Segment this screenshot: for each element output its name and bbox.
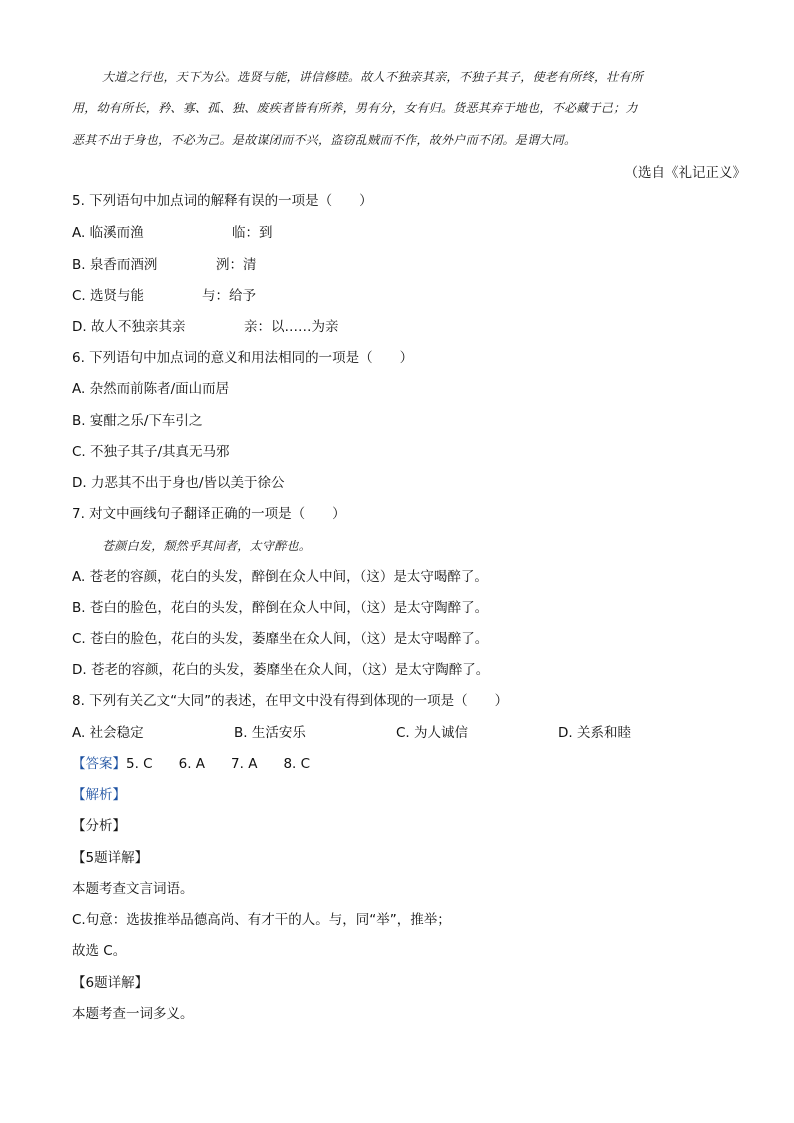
q6-option-c: C. 不独子其子/其真无马邪 xyxy=(72,444,230,460)
q6-stem: 6. 下列语句中加点词的意义和用法相同的一项是（ ） xyxy=(72,350,414,366)
passage-line-1: 大道之行也，天下为公。选贤与能，讲信修睦。故人不独亲其亲，不独子其子，使老有所终，壮有所 xyxy=(102,70,644,84)
q7-option-b: B. 苍白的脸色，花白的头发，醉倒在众人中间，（这）是太守陶醉了。 xyxy=(72,600,489,616)
analysis-fenxi: 【分析】 xyxy=(72,818,126,834)
q5-option-d-text: D. 故人不独亲其亲 xyxy=(72,319,186,335)
q7-stem: 7. 对文中画线句子翻译正确的一项是（ ） xyxy=(72,506,346,522)
q7-option-d: D. 苍老的容颜，花白的头发，萎靡坐在众人间，（这）是太守陶醉了。 xyxy=(72,662,490,678)
q5-option-b-gloss: 洌：清 xyxy=(216,257,257,273)
q7-quote: 苍颜白发，颓然乎其间者，太守醉也。 xyxy=(102,539,312,553)
passage-line-3: 恶其不出于身也，不必为己。是故谋闭而不兴，盗窃乱贼而不作，故外户而不闭。是谓大同。 xyxy=(72,133,577,147)
passage-line-2: 用，幼有所长，矜、寡、孤、独、废疾者皆有所养，男有分，女有归。货恶其弃于地也，不必藏于己；力 xyxy=(72,101,638,115)
q5-option-d-gloss: 亲：以……为亲 xyxy=(244,319,339,335)
q8-option-d: D. 关系和睦 xyxy=(558,725,631,741)
q5-option-a-gloss: 临：到 xyxy=(232,225,273,241)
q5-option-a-text: A. 临溪而渔 xyxy=(72,225,144,241)
analysis-tag: 【解析】 xyxy=(72,787,126,803)
q6-detail-heading: 【6题详解】 xyxy=(72,975,149,991)
q7-option-a: A. 苍老的容颜，花白的头发，醉倒在众人中间，（这）是太守喝醉了。 xyxy=(72,569,488,585)
q6-option-a: A. 杂然而前陈者/面山而居 xyxy=(72,381,230,397)
answer-line xyxy=(72,755,336,773)
answer-item-7: 7. A xyxy=(231,756,258,772)
q5-option-c-gloss: 与：给予 xyxy=(202,288,256,304)
q5-option-d xyxy=(72,318,339,336)
q5-detail-line-3: 故选 C。 xyxy=(72,943,127,959)
q5-detail-line-2: C.句意：选拔推举品德高尚、有才干的人。与，同“举”，推举； xyxy=(72,912,451,928)
q6-option-d: D. 力恶其不出于身也/皆以美于徐公 xyxy=(72,475,285,491)
q6-detail-line-1: 本题考查一词多义。 xyxy=(72,1006,194,1022)
q5-option-b xyxy=(72,256,257,274)
q5-option-b-text: B. 泉香而酒洌 xyxy=(72,257,158,273)
passage-source: （选自《礼记正义》 xyxy=(624,165,746,181)
q5-option-a xyxy=(72,224,273,242)
answer-item-8: 8. C xyxy=(283,756,311,772)
q8-option-b: B. 生活安乐 xyxy=(234,725,306,741)
answer-item-5: 5. C xyxy=(126,756,153,772)
q6-option-b: B. 宴酣之乐/下车引之 xyxy=(72,413,203,429)
q5-option-c xyxy=(72,287,256,305)
q5-detail-heading: 【5题详解】 xyxy=(72,850,149,866)
q5-detail-line-1: 本题考查文言词语。 xyxy=(72,881,194,897)
answer-item-6: 6. A xyxy=(178,756,206,772)
q8-option-a: A. 社会稳定 xyxy=(72,725,144,741)
q5-stem: 5. 下列语句中加点词的解释有误的一项是（ ） xyxy=(72,193,373,209)
answer-tag: 【答案】 xyxy=(72,756,126,772)
q8-stem: 8. 下列有关乙文“大同”的表述，在甲文中没有得到体现的一项是（ ） xyxy=(72,693,509,709)
q8-option-c: C. 为人诚信 xyxy=(396,725,469,741)
q5-option-c-text: C. 选贤与能 xyxy=(72,288,145,304)
q7-option-c: C. 苍白的脸色，花白的头发，萎靡坐在众人间，（这）是太守喝醉了。 xyxy=(72,631,489,647)
